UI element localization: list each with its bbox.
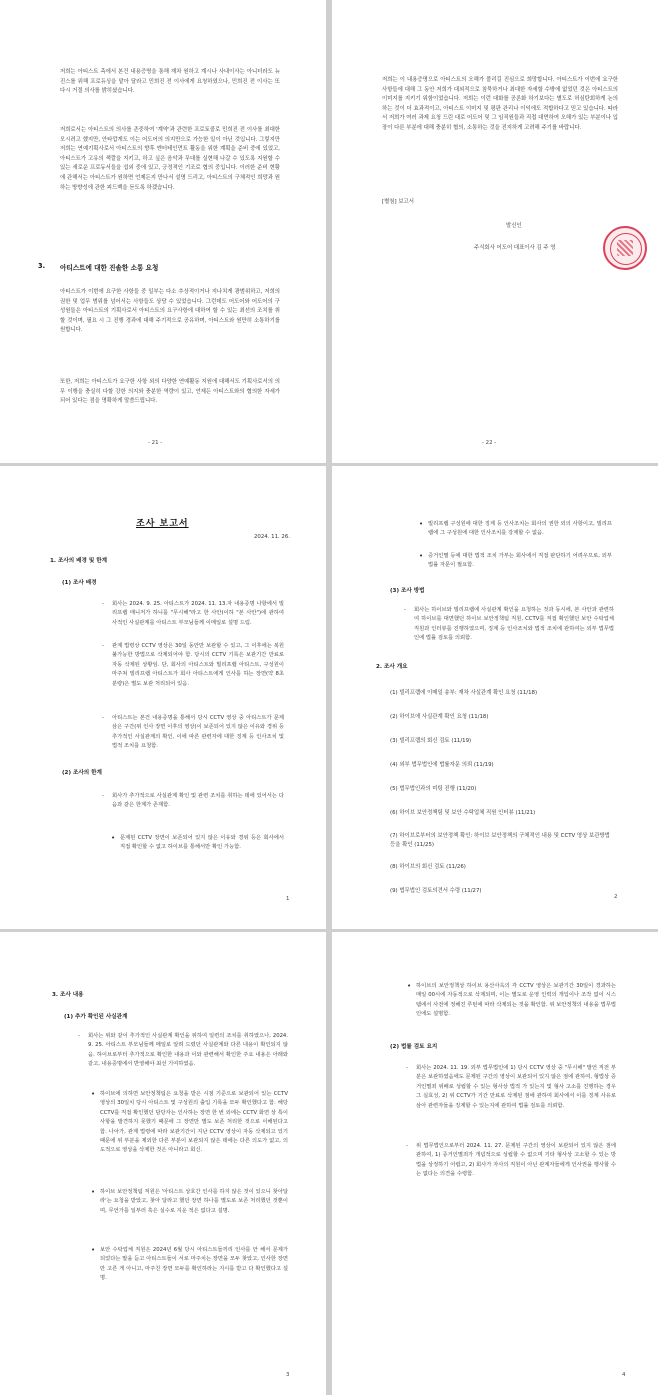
- list-item: - 회사는 하이브와 빌리프랩에 사실관계 확인을 요청하는 것과 동시에, 본 사안과 관련하여 하이브를 대면했던 하이브 보안정책팀 직원, CCTV를 직접 확인했던 보안 수탁업체 직원과 인터뷰를 진행하였으며, 징계 등 인사조치와 법적 조치에 관하여는 외부 법무법인에 법률 검토를 의뢰함.: [414, 606, 614, 644]
- list-item: (3) 빌리프랩의 회신 검토 (11/19): [390, 738, 472, 744]
- list-item: • 하이브에 의하면 보안정책팀은 요청을 받은 시점 기준으로 보관되어 있는 CCTV 영상의 30일치 당시 아티스트 및 구성원의 출입 기록을 모두 확인했다고 함. 해당 CCTV를 직접 확인했던 담당자는 인사하는 장면 한 번 외에는 CCTV 화면 상 특이사항을 발견하지 못했기 때문에 그 장면만 별도 보존 처리한 것으로 이해된다고 함. 나아가, 관계 법령에 따라 보관기간이 지난 CCTV 영상이 자동 삭제되고 있기 때문에 위 부분을 제외한 다른 부분이 보관되지 않은 데에는 다른 의도가 없고, 의도적으로 영상을 삭제한 것은 아니라고 회신.: [100, 1090, 288, 1156]
- document-page-22: [332, 0, 658, 463]
- list-item: • 증거인멸 등에 대한 법적 조치 가부는 회사에서 직접 판단하기 어려우므로, 외부 법률 자문이 필요함.: [428, 552, 612, 571]
- list-item: • 빌리프랩 구성원에 대한 징계 등 인사조치는 회사의 권한 외의 사항이고, 빌리프랩에 그 구성원에 대한 인사조치를 강제할 수 없음.: [428, 520, 612, 539]
- paragraph: 저희는 아티스트 측에서 본건 내용증명을 통해 재차 원하고 계시나 사내이사는 아니더라도 뉴진스를 위해 프로듀싱을 맡아 달라고 민희진 전 이사에게 요청하였으나, 민희진 전 이사는 또 다시 거절 의사를 밝히셨습니다.: [60, 69, 280, 95]
- list-item: - 관계 법령상 CCTV 영상은 30일 동안만 보관할 수 있고, 그 이후에는 복원 불가능한 방법으로 삭제되어야 함. 당시의 CCTV 기록은 보관기간 만료로 자동 삭제된 상황임. 단, 회사의 아티스트와 빌리프랩 아티스트, 구성원이 마주쳐 빌리프랩 아티스트가 회사 아티스트에게 인사를 하는 장면(약 8초 분량)은 별도 보관 처리되어 있음.: [112, 642, 284, 689]
- subsection-heading: (2) 법률 검토 요지: [390, 1044, 438, 1050]
- section-heading: 1. 조사의 배경 및 한계: [50, 558, 108, 564]
- report-title: 조사 보고서: [136, 519, 189, 529]
- list-item: - 회사는 위와 같이 추가적인 사실관계 확인을 위하여 일련의 조치를 취하였으나, 2024. 9. 25. 아티스트 부모님들께 메일로 알려 드렸던 사실관계와 다른 내용이 확인되지 않음. 하이브로부터 추가적으로 확인한 내용과 이와 관련해서 확인한 주요 내용은 아래와 같고, 내용증명에서 반영해야 최선 기여하였음.: [88, 1032, 288, 1070]
- list-item: - 회사가 추가적으로 사실관계 확인 및 관련 조치를 취하는 데에 있어서는 다음과 같은 한계가 존재함.: [112, 792, 284, 811]
- section-heading: 아티스트에 대한 진솔한 소통 요청: [60, 264, 159, 272]
- subsection-heading: (2) 조사의 한계: [62, 770, 102, 776]
- list-item: (5) 법무법인과의 미팅 진행 (11/20): [390, 786, 477, 792]
- page-number: 1: [286, 896, 290, 902]
- company-seal-stamp-icon: [603, 226, 647, 270]
- sender-name: 주식회사 어도어 대표이사 김 주 영: [474, 245, 556, 251]
- page-number: - 22 -: [482, 440, 497, 446]
- section-number: 3.: [38, 262, 46, 270]
- document-page-21: [0, 0, 326, 463]
- list-item: (8) 하이브의 회신 검토 (11/26): [390, 864, 466, 870]
- section-heading: 2. 조사 개요: [376, 664, 408, 670]
- document-page-4: [332, 932, 658, 1395]
- list-item: (1) 빌리프랩에 이메일 송부: 재차 사실관계 확인 요청 (11/18): [390, 690, 538, 696]
- list-item: • 문제된 CCTV 장면이 보존되어 있지 않은 이유와 경위 등은 회사에서 직접 확인할 수 없고 하이브를 통해서만 확인 가능함.: [120, 834, 284, 853]
- list-item: (9) 법무법인 검토의견서 수령 (11/27): [390, 888, 482, 894]
- list-item: - 회사는 2024. 9. 25. 아티스트가 2024. 11. 13.자 내용증명 나항에서 빌리프랩 매니저가 하니를 "무시해"라고 한 사안(이하 "본 사안")에 관하여 사적인 사실관계를 아티스트 부모님들께 이메일로 설명 드림.: [112, 600, 284, 628]
- section-heading: 3. 조사 내용: [52, 992, 84, 998]
- sender-label: 발신인: [506, 223, 522, 229]
- document-page-3: [0, 932, 326, 1395]
- page-number: 3: [286, 1372, 290, 1378]
- subsection-heading: (1) 조사 배경: [62, 580, 97, 586]
- list-item: - 위 법무법인으로부터 2024. 11. 27. 문제된 구간의 영상이 보관되어 있지 않은 점에 관하여, 1) 증거인멸죄가 개념적으로 성립할 수 없으며 기타 형사상 고소할 수 있는 방법을 상정하기 어렵고, 2) 회사가 자사의 직원이 아닌 관계자들에게 인사권을 행사할 수는 없다는 의견을 수령함.: [416, 1142, 616, 1180]
- list-item: • 하이브 보안정책팀 직원은 '아티스트 상호간 인사를 하지 않은 것이 있으니 찾아달라'는 요청을 받았고, 찾아 달라고 했던 장면 하나를 별도로 보존 처리했던 것뿐이며, 무언가를 일부러 혹은 실수로 지운 적은 없다고 설명.: [100, 1188, 288, 1216]
- document-page-2: [332, 466, 658, 929]
- list-item: • 보안 수탁업체 직원은 2024년 6월 당시 아티스트들끼리 인사를 안 해서 문제가 되었다는 말을 듣고 아티스트들이 서로 마주치는 장면을 모두 찾았고, 인사한 장면만 고른 게 아니고, 마주친 장면 모두를 확인하라는 지시를 받고 다 확인했다고 설명.: [100, 1246, 288, 1284]
- paragraph: 또한, 저희는 아티스트가 요구한 사항 외의 다양한 연예활동 지원에 대해서도 기획사로서의 의무 이행을 충실히 다할 강한 의지와 충분한 역량이 있고, 언제든 아티스트와의 협의한 자세가 되어 있다는 점을 명확하게 말씀드립니다.: [60, 379, 280, 405]
- subsection-heading: (1) 추가 확인된 사실관계: [64, 1014, 128, 1020]
- list-item: - 회사는 2024. 11. 19. 외부 법무법인에 1) 당시 CCTV 영상 중 "무시해" 발언 직전 부분은 보관하였음에도 문제된 구간의 영상이 보관되어 있지 않은 점에 관하여, 형법상 증거인멸죄 위배로 성립할 수 있는 형사상 법적 가 있는지 및 형사 고소를 진행하는 경우 그 실효성, 2) 위 CCTV가 기간 만료로 삭제된 점에 관하여 회사에서 이를 징계 사유로 삼아 관련자들을 징계할 수 있는지에 관하여 법률 검토를 의뢰함.: [416, 1064, 616, 1111]
- list-item: (2) 하이브에 사실관계 확인 요청 (11/18): [390, 714, 489, 720]
- page-number: - 21 -: [148, 440, 163, 446]
- list-item: (7) 하이브로부터의 보안정책 확인: 하이브 보안정책의 구체적인 내용 및 CCTV 영상 보관방법 등을 확인 (11/25): [390, 833, 610, 849]
- page-number: 4: [622, 1372, 626, 1378]
- list-item: • 하이브의 보안정책상 하이브 용산사옥의 각 CCTV 영상은 보관기간 30일이 경과하는 매일 00시에 자동적으로 삭제되며, 이는 별도로 운영 인력의 개입이나 조작 없이 시스템에서 사전에 정해진 루틴에 따라 삭제되는 것을 확인함. 위 보안정책의 내용을 법무법인에도 설명함.: [416, 982, 616, 1020]
- attachment-note: [별첨] 보고서: [382, 199, 414, 205]
- list-item: (4) 외부 법무법인에 법률자문 의뢰 (11/19): [390, 762, 494, 768]
- page-number: 2: [614, 894, 618, 900]
- paragraph: 아티스트가 이번에 요구한 사항들 중 일부는 다소 추상적이거나 지나치게 광범위하고, 저희의 권한 및 업무 범위를 넘어서는 사항들도 상당 수 있었습니다. 그런데도 어도어와 어도어의 구성원들은 아티스트의 기획사로서 아티스트의 요구사항에 대하여 할 수 있는 최선의 조치를 취할 것이며, 필요 시 그 진행 경과에 대해 주기적으로 공유하며, 아티스트와 원만히 소통하기를 원합니다.: [60, 289, 280, 334]
- paragraph: 저희로서는 아티스트의 의사를 존중하여 '계약'과 관련한 프로토콜로 민희진 전 이사를 최대한 모시려고 했지만, 안타깝게도 이는 어도어의 의지만으로 가능한 일이 아닌 것입니다. 그렇지만 저희는 연예기획사로서 아티스트의 향후 엔터테인먼트 활동을 위한 계획을 준비 중에 있었고, 아티스트가 고유의 색깔을 지키고, 하고 싶은 음악과 무대를 실현해 나갈 수 있도록 지원할 수 있는 새로운 프로듀서들을 섭외 중에 있고, 긍정적인 기조로 협의 중입니다. 이러한 준비 현황에 관해서는 아티스트가 원하면 언제든지 만나서 설명 드리고, 아티스트의 구체적인 희망과 원하는 방향성에 관한 피드백을 듣도록 하겠습니다.: [60, 127, 280, 191]
- list-item: (6) 하이브 보안정책팀 및 보안 수탁업체 직원 인터뷰 (11/21): [390, 810, 536, 816]
- report-date: 2024. 11. 26.: [254, 534, 291, 540]
- list-item: - 아티스트는 본건 내용증명을 통해서 당시 CCTV 영상 중 아티스트가 문제 삼은 구간(위 인사 장면 이후의 영상)이 보존되어 있지 않은 이유와 경위 등 추가적인 사실관계의 확인, 이에 따른 관련자에 대한 징계 등 인사조치 및 법적 조치를 요청함.: [112, 714, 284, 752]
- subsection-heading: (3) 조사 방법: [390, 588, 425, 594]
- document-page-1: [0, 466, 326, 929]
- paragraph: 저희는 이 내용증명으로 아티스트의 오해가 풀리길 진심으로 희망합니다. 아티스트가 이번에 요구한 사항들에 대해 그 동안 저희가 대외적으로 침묵하거나 최대한 자세할 수밖에 없었던 것은 아티스트의 이미지를 지키기 위함이었습니다. 저희는 이런 대화를 공론화 하기보다는 별도로 허심탄회하게 논의하는 것이 더 효과적이고, 아티스트 이미지 및 평판 관리나 이익에도 적합하다고 믿고 있습니다. 따라서 저희가 여러 과제 요청 드린 대로 어도어 및 그 임직원들과 직접 대면하여 오해가 있는 부분이나 입장이 다른 부분에 대해 충분히 협의, 소통하는 것을 진지하게 고려해 주기를 바랍니다.: [382, 77, 618, 131]
